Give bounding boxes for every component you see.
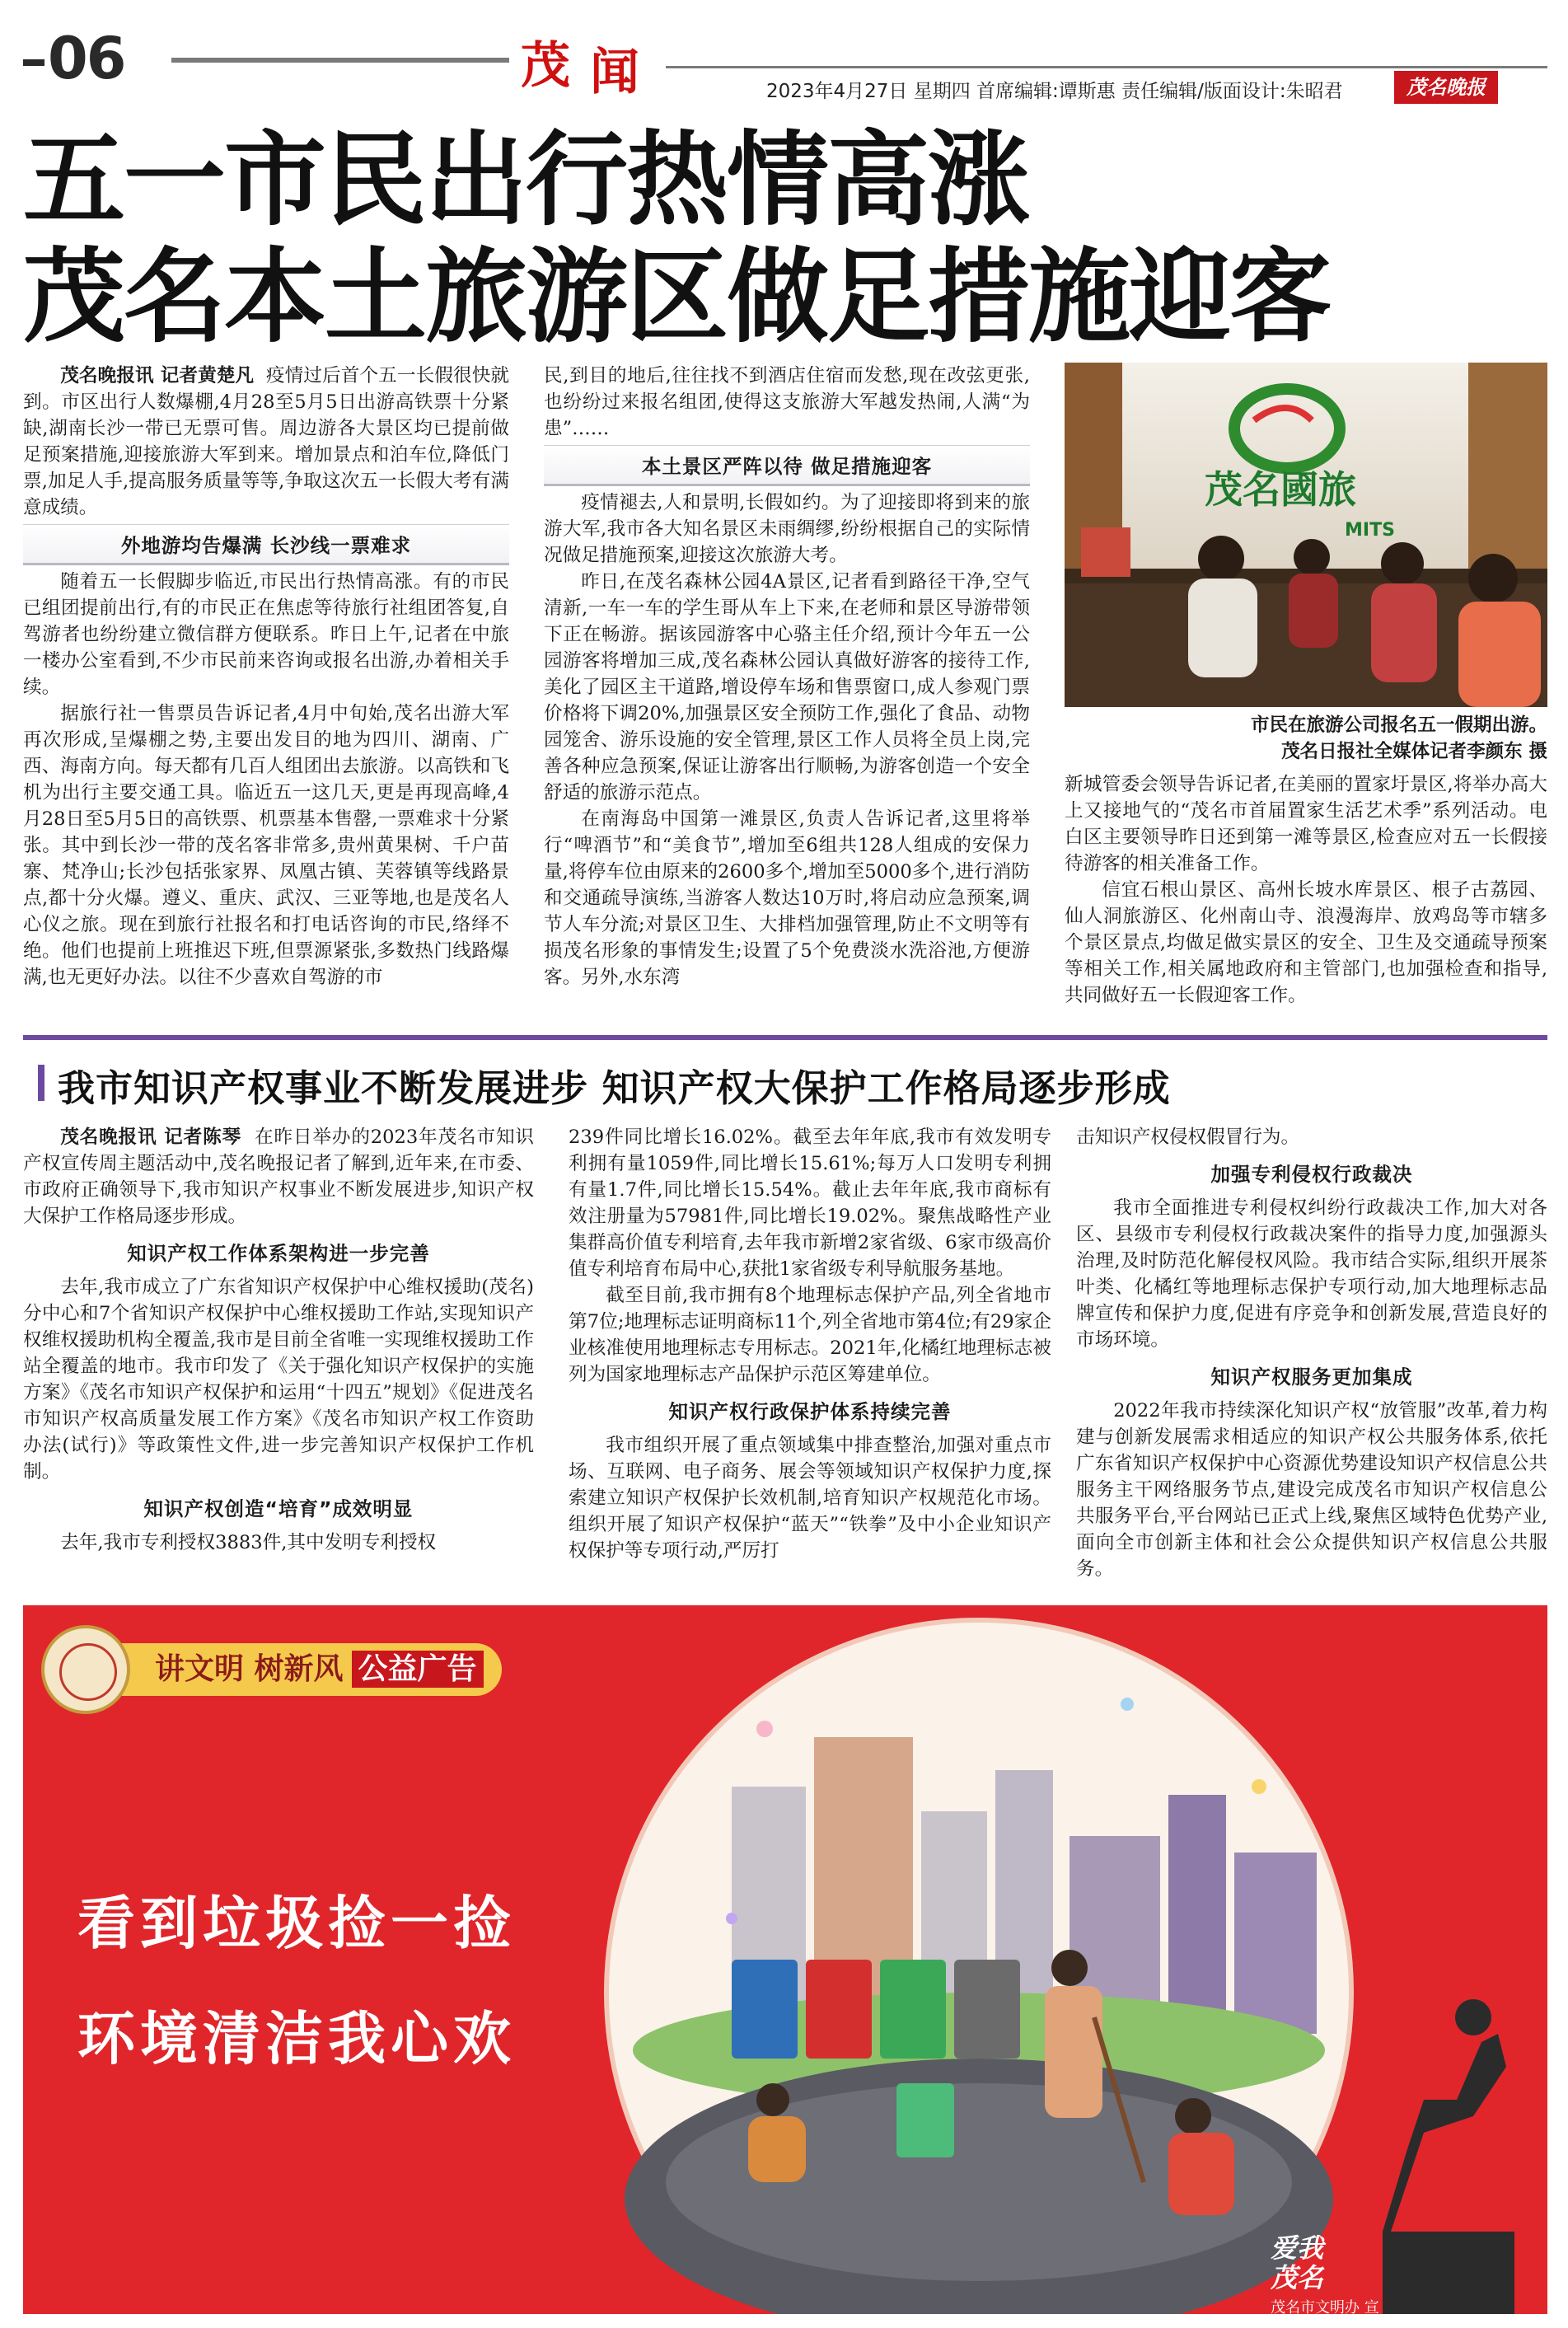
header-rule-right bbox=[666, 66, 1547, 68]
article1-p7: 新城管委会领导告诉记者,在美丽的置家圩景区,将举办高大上又接地气的“茂名市首届置家生活艺术季”系列活动。电白区主要领导昨日还到第一滩等景区,检查应对五一长假接待游客的相关准备工作。 bbox=[1065, 774, 1547, 874]
ad-slogan-2: 环境清洁我心欢 bbox=[77, 2005, 516, 2073]
article1-p8: 信宜石根山景区、高州长坡水库景区、根子古荔园、仙人洞旅游区、化州南山寺、浪漫海岸、放鸡岛等市辖多个景区景点,均做足做实景区的安全、卫生及交通疏导预案等相关工作,相关属地政府和主管部门,也加强检查和指导,共同做好五一长假迎客工作。 bbox=[1065, 879, 1547, 1006]
article2-col-2 bbox=[569, 1124, 1051, 1594]
article1-p6: 在南海岛中国第一滩景区,负责人告诉记者,这里将举行“啤酒节”和“美食节”,增加至6组共128人组成的安保力量,将停车位由原来的2600多个,增加至5000多个,进行消防和交通疏导演练,当游客人数达10万时,将启动应急预案,调节人车分流;对景区卫生、大排档加强管理,防止不文明等有损茂名形象的事情发生;设置了5个免费淡水洗浴池,方便游客。另外,水东湾 bbox=[544, 808, 1030, 988]
article2-subhead-3: 知识产权行政保护体系持续完善 bbox=[668, 1400, 952, 1423]
article1-subhead-2: 本土景区严阵以待 做足措施迎客 bbox=[544, 445, 1030, 486]
header-meta: 2023年4月27日 星期四 首席编辑:谭斯惠 责任编辑/版面设计:朱昭君 bbox=[766, 81, 1343, 102]
horse-statue-icon bbox=[1383, 1999, 1514, 2314]
ad-ribbon-tag: 公益广告 bbox=[352, 1651, 484, 1688]
article2-p1: 去年,我市成立了广东省知识产权保护中心维权援助(茂名)分中心和7个省知识产权保护中心维权援助工作站,实现知识产权维权援助机构全覆盖,我市是目前全省唯一实现维权援助工作站全覆盖的地市。我市印发了《关于强化知识产权保护的实施方案》《茂名市知识产权保护和运用“十四五”规划》《促进茂名市知识产权高质量发展工作方案》《茂名市知识产权工作资助办法(试行)》等政策性文件,进一步完善知识产权保护工作机制。 bbox=[23, 1276, 534, 1483]
article1-byline: 茂名晚报讯 记者黄楚凡 bbox=[60, 365, 255, 386]
headline-line-2: 茂名本土旅游区做足措施迎客 bbox=[23, 238, 1331, 357]
ad-sign-line-2: 茂名 bbox=[1271, 2262, 1324, 2293]
article2-title: 我市知识产权事业不断发展进步 知识产权大保护工作格局逐步形成 bbox=[58, 1058, 1171, 1112]
ad-sign-small: 茂名市文明办 宣 bbox=[1271, 2299, 1379, 2314]
article2-subhead-5: 知识产权服务更加集成 bbox=[1210, 1365, 1413, 1389]
ad-ribbon-text: 讲文明 树新风 bbox=[155, 1652, 344, 1686]
ad-illustration bbox=[23, 1605, 1547, 2314]
article1-p4: 疫情褪去,人和景明,长假如约。为了迎接即将到来的旅游大军,我市各大知名景区未雨绸缪,纷纷根据自己的实际情况做足措施预案,迎接这次旅游大考。 bbox=[544, 492, 1030, 566]
newspaper-logo: 茂名晚报 bbox=[1394, 71, 1498, 104]
ad-sign-line-1: 爱我 bbox=[1271, 2232, 1324, 2264]
ad-slogan-1: 看到垃圾捡一捡 bbox=[77, 1890, 516, 1957]
article2-p5: 我市组织开展了重点领域集中排查整治,加强对重点市场、互联网、电子商务、展会等领域知识产权保护力度,探索建立知识产权保护长效机制,培育知识产权规范化市场。组织开展了知识产权保护“蓝天”“铁拳”及中小企业知识产权保护等专项行动,严厉打 bbox=[569, 1435, 1051, 1562]
article2-subhead-4: 加强专利侵权行政裁决 bbox=[1210, 1163, 1413, 1186]
article2-p3: 239件同比增长16.02%。截至去年年底,我市有效发明专利拥有量1059件,同比增长15.61%;每万人口发明专利拥有量1.7件,同比增长15.54%。截止去年年底,我市商标有效注册量为57981件,同比增长19.02%。聚焦战略性产业集群高价值专利培育,去年我市新增2家省级、6家市级高价值专利培育布局中心,获批1家省级专利导航服务基地。 bbox=[569, 1127, 1051, 1280]
caption-line-2: 茂名日报社全媒体记者李颜东 摄 bbox=[1281, 741, 1547, 762]
column-name bbox=[521, 21, 666, 101]
article2-col-3 bbox=[1076, 1124, 1547, 1594]
article2-byline: 茂名晚报讯 记者陈琴 bbox=[60, 1127, 241, 1148]
article1-col-2 bbox=[544, 363, 1030, 1022]
article1-p5: 昨日,在茂名森林公园4A景区,记者看到路径干净,空气清新,一车一车的学生哥从车上下来,在老师和景区导游带领下正在畅游。据该园游客中心骆主任介绍,预计今年五一公园游客将增加三成,茂名森林公园认真做好游客的接待工作,美化了园区主干道路,增设停车场和售票窗口,成人参观门票价格将下调20%,加强景区安全预防工作,强化了食品、动物园笼舍、游乐设施的安全管理,景区工作人员将全员上岗,完善各种应急预案,保证让游客出行顺畅,为游客创造一个安全舒适的旅游示范点。 bbox=[544, 571, 1030, 803]
article2-p7: 我市全面推进专利侵权纠纷行政裁决工作,加大对各区、县级市专利侵权行政裁决案件的指导力度,加强源头治理,及时防范化解侵权风险。我市结合实际,组织开展茶叶类、化橘红等地理标志保护专项行动,加大地理标志品牌宣传和保护力度,促进有序竞争和创新发展,营造良好的市场环境。 bbox=[1076, 1197, 1547, 1351]
article1-headline bbox=[23, 122, 1547, 356]
article1-lead: 疫情过后首个五一长假很快就到。市区出行人数爆棚,4月28至5月5日出游高铁票十分紧缺,湖南长沙一带已无票可售。周边游各大景区均已提前做足预案措施,迎接旅游大军到来。增加景点和泊车位,降低门票,加足人手,提高服务质量等等,争取这次五一长假大考有满意成绩。 bbox=[23, 365, 510, 518]
article1-subhead-1: 外地游均告爆满 长沙线一票难求 bbox=[23, 524, 509, 565]
public-service-ad bbox=[23, 1605, 1547, 2314]
ad-signature bbox=[1271, 2233, 1379, 2314]
article1-p1: 随着五一长假脚步临近,市民出行热情高涨。有的市民已组团提前出行,有的市民正在焦虑等待旅行社组团答复,自驾游者也纷纷建立微信群方便联系。昨日上午,记者在中旅一楼办公室看到,不少市民前来咨询或报名出游,办着相关手续。 bbox=[23, 571, 509, 698]
headline-line-1: 五一市民出行热情高涨 bbox=[23, 121, 1029, 240]
article2-lead: 在昨日举办的2023年茂名市知识产权宣传周主题活动中,茂名晚报记者了解到,近年来,在市委、市政府正确领导下,我市知识产权事业不断发展进步,知识产权大保护工作格局逐步形成。 bbox=[23, 1127, 534, 1227]
article2-p4: 截至目前,我市拥有8个地理标志保护产品,列全省地市第7位;地理标志证明商标11个,列全省地市第4位;有29家企业核准使用地理标志专用标志。2021年,化橘红地理标志被列为国家地理标志产品保护示范区筹建单位。 bbox=[569, 1285, 1051, 1385]
header-rule-left bbox=[171, 58, 509, 63]
article2-p8: 2022年我市持续深化知识产权“放管服”改革,着力构建与创新发展需求相适应的知识产权公共服务体系,依托广东省知识产权保护中心资源优势建设知识产权信息公共服务主干网络服务节点,建设完成茂名市知识产权信息公共服务平台,平台网站已正式上线,聚焦区域特色优势产业,面向全市创新主体和社会公众提供知识产权信息公共服务。 bbox=[1076, 1400, 1547, 1580]
article1-p2: 据旅行社一售票员告诉记者,4月中旬始,茂名出游大军再次形成,呈爆棚之势,主要出发目的地为四川、湖南、广西、海南方向。每天都有几百人组团出去旅游。以高铁和飞机为出行主要交通工具。临近五一这几天,更是再现高峰,4月28日至5月5日的高铁票、机票基本售罄,一票难求十分紧张。其中到长沙一带的茂名客非常多,贵州黄果树、千户苗寨、梵净山;长沙包括张家界、凤凰古镇、芙蓉镇等线路景点,都十分火爆。遵义、重庆、武汉、三亚等地,也是茂名人心仪之旅。现在到旅行社报名和打电话咨询的市民,络绎不绝。他们也提前上班推迟下班,但票源紧张,多数热门线路爆满,也无更好办法。以往不少喜欢自驾游的市 bbox=[23, 703, 509, 988]
page-number: 06 bbox=[23, 25, 124, 92]
travel-agency-photo bbox=[1065, 363, 1547, 707]
photo-sign-text: 茂名國旅 bbox=[1205, 467, 1356, 512]
article2-p2: 去年,我市专利授权3883件,其中发明专利授权 bbox=[60, 1532, 437, 1553]
article2-p6: 击知识产权侵权假冒行为。 bbox=[1076, 1127, 1300, 1148]
photo-illustration bbox=[1065, 363, 1547, 707]
article2-subhead-1: 知识产权工作体系架构进一步完善 bbox=[127, 1242, 430, 1265]
article2-col-1 bbox=[23, 1124, 534, 1594]
article2-subhead-2: 知识产权创造“培育”成效明显 bbox=[143, 1497, 414, 1520]
column-name-char-2: 闻 bbox=[590, 44, 639, 101]
caption-line-1: 市民在旅游公司报名五一假期出游。 bbox=[1250, 714, 1547, 736]
section-divider bbox=[23, 1035, 1547, 1040]
photo-caption bbox=[1065, 712, 1547, 765]
article1-col-3 bbox=[1065, 771, 1547, 1019]
photo-sign-en: MITS bbox=[1345, 520, 1395, 541]
article1-p3: 民,到目的地后,往往找不到酒店住宿而发愁,现在改弦更张,也纷纷过来报名组团,使得这支旅游大军越发热闹,人满“为患”…… bbox=[544, 365, 1030, 439]
article1-col-1 bbox=[23, 363, 509, 1022]
column-name-char-1: 茂 bbox=[521, 37, 570, 95]
